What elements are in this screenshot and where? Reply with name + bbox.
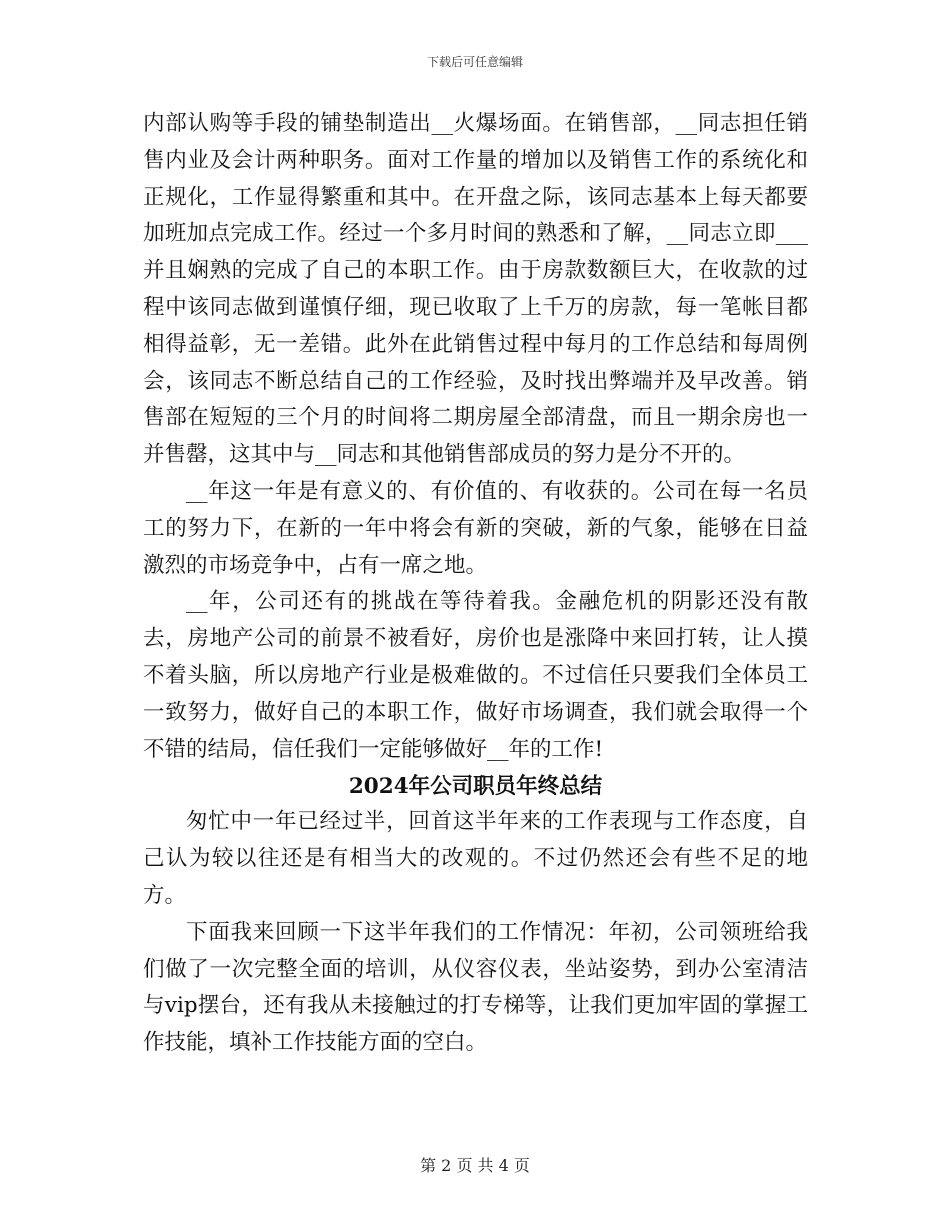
page-header: 下载后可任意编辑 bbox=[426, 55, 523, 69]
page-footer: 第 2 页 共 4 页 bbox=[420, 1156, 530, 1175]
paragraph: __年这一年是有意义的、有价值的、有收获的。公司在每一名员工的努力下，在新的一年中将会有新的突破，新的气象，能够在日益激烈的市场竞争中，占有一席之地。 bbox=[143, 478, 808, 578]
section-title: 2024年公司职员年终总结 bbox=[348, 774, 603, 800]
paragraph: 下面我来回顾一下这半年我们的工作情况：年初，公司领班给我们做了一次完整全面的培训，从仪容仪表，坐站姿势，到办公室清洁与vip摆台，还有我从未接触过的打专梯等，让我们更加牢固的掌握工作技能，填补工作技能方面的空白。 bbox=[143, 919, 808, 1056]
document-body bbox=[143, 106, 808, 1062]
paragraph: 内部认购等手段的铺垫制造出__火爆场面。在销售部，__同志担任销售内业及会计两种职务。面对工作量的增加以及销售工作的系统化和正规化，工作显得繁重和其中。在开盘之际，该同志基本上每天都要加班加点完成工作。经过一个多月时间的熟悉和了解，__同志立即___并且娴熟的完成了自己的本职工作。由于房款数额巨大，在收款的过程中该同志做到谨慎仔细，现已收取了上千万的房款，每一笔帐目都相得益彰，无一差错。此外在此销售过程中每月的工作总结和每周例会，该同志不断总结自己的工作经验，及时找出弊端并及早改善。销售部在短短的三个月的时间将二期房屋全部清盘，而且一期余房也一并售罄，这其中与__同志和其他销售部成员的努力是分不开的。 bbox=[143, 111, 808, 468]
paragraph: __年，公司还有的挑战在等待着我。金融危机的阴影还没有散去，房地产公司的前景不被看好，房价也是涨降中来回打转，让人摸不着头脑，所以房地产行业是极难做的。不过信任只要我们全体员工一致努力，做好自己的本职工作，做好市场调查，我们就会取得一个不错的结局，信任我们一定能够做好__年的工作! bbox=[143, 589, 808, 762]
paragraph: 匆忙中一年已经过半，回首这半年来的工作表现与工作态度，自己认为较以往还是有相当大的改观的。不过仍然还会有些不足的地方。 bbox=[143, 809, 808, 908]
